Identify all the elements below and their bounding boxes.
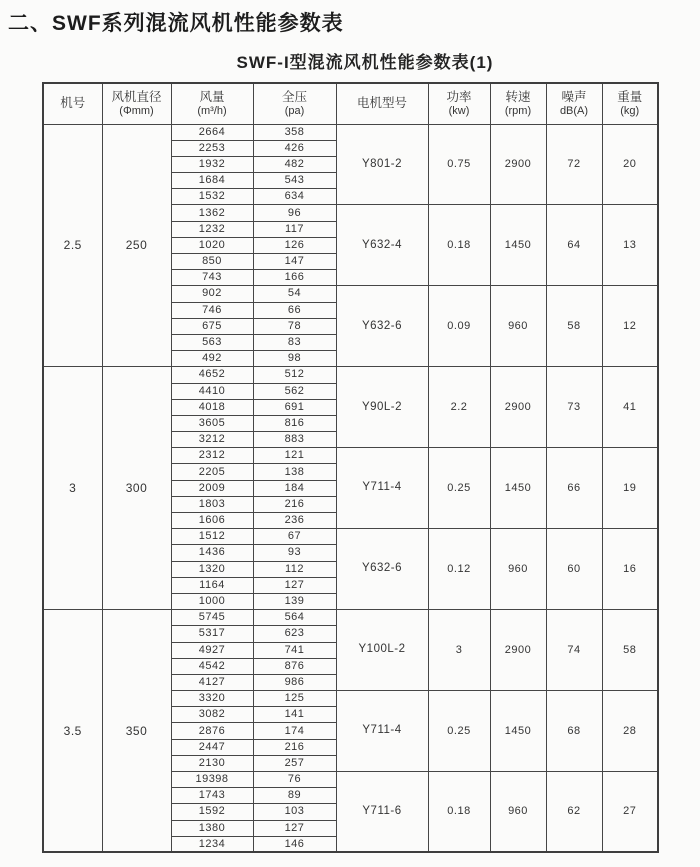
table-title: SWF-I型混流风机性能参数表(1) bbox=[236, 53, 494, 72]
airflow-cell: 1436 bbox=[171, 545, 253, 561]
noise-cell: 62 bbox=[546, 772, 602, 853]
column-header-2 bbox=[171, 83, 253, 124]
pressure-cell: 216 bbox=[253, 739, 336, 755]
pressure-cell: 125 bbox=[253, 691, 336, 707]
noise-cell: 64 bbox=[546, 205, 602, 286]
column-header-5 bbox=[428, 83, 490, 124]
weight-cell: 16 bbox=[602, 529, 658, 610]
column-header-label: 转速 bbox=[505, 89, 531, 104]
weight-cell: 20 bbox=[602, 124, 658, 205]
weight-cell: 27 bbox=[602, 772, 658, 853]
column-header-unit: (kw) bbox=[448, 104, 470, 117]
airflow-cell: 1164 bbox=[171, 577, 253, 593]
airflow-cell: 4652 bbox=[171, 367, 253, 383]
airflow-cell: 2205 bbox=[171, 464, 253, 480]
airflow-cell: 675 bbox=[171, 318, 253, 334]
pressure-cell: 121 bbox=[253, 448, 336, 464]
pressure-cell: 876 bbox=[253, 658, 336, 674]
airflow-cell: 1234 bbox=[171, 836, 253, 852]
weight-cell: 13 bbox=[602, 205, 658, 286]
pressure-cell: 67 bbox=[253, 529, 336, 545]
column-header-label: 机号 bbox=[60, 96, 86, 111]
pressure-cell: 634 bbox=[253, 189, 336, 205]
motor-model-cell: Y711-4 bbox=[336, 448, 428, 529]
pressure-cell: 89 bbox=[253, 788, 336, 804]
airflow-cell: 1320 bbox=[171, 561, 253, 577]
airflow-cell: 19398 bbox=[171, 772, 253, 788]
model-no-cell: 3 bbox=[43, 367, 102, 610]
column-header-label: 风量 bbox=[199, 89, 225, 104]
airflow-cell: 1803 bbox=[171, 496, 253, 512]
airflow-cell: 3082 bbox=[171, 707, 253, 723]
motor-model-cell: Y632-6 bbox=[336, 529, 428, 610]
airflow-cell: 1362 bbox=[171, 205, 253, 221]
speed-cell: 960 bbox=[490, 286, 546, 367]
speed-cell: 1450 bbox=[490, 448, 546, 529]
table-row bbox=[43, 610, 658, 626]
column-header-unit: (Φmm) bbox=[119, 104, 154, 117]
table-header bbox=[43, 83, 658, 124]
pressure-cell: 117 bbox=[253, 221, 336, 237]
airflow-cell: 3212 bbox=[171, 432, 253, 448]
weight-cell: 28 bbox=[602, 691, 658, 772]
airflow-cell: 746 bbox=[171, 302, 253, 318]
pressure-cell: 166 bbox=[253, 270, 336, 286]
motor-model-cell: Y632-6 bbox=[336, 286, 428, 367]
table-body bbox=[43, 124, 658, 852]
speed-cell: 1450 bbox=[490, 691, 546, 772]
pressure-cell: 562 bbox=[253, 383, 336, 399]
pressure-cell: 98 bbox=[253, 351, 336, 367]
pressure-cell: 146 bbox=[253, 836, 336, 852]
motor-model-cell: Y100L-2 bbox=[336, 610, 428, 691]
pressure-cell: 147 bbox=[253, 254, 336, 270]
motor-model-cell: Y711-6 bbox=[336, 772, 428, 853]
power-cell: 0.25 bbox=[428, 448, 490, 529]
pressure-cell: 184 bbox=[253, 480, 336, 496]
airflow-cell: 1684 bbox=[171, 173, 253, 189]
noise-cell: 72 bbox=[546, 124, 602, 205]
airflow-cell: 5317 bbox=[171, 626, 253, 642]
airflow-cell: 2447 bbox=[171, 739, 253, 755]
airflow-cell: 1380 bbox=[171, 820, 253, 836]
pressure-cell: 126 bbox=[253, 237, 336, 253]
column-header-unit: (rpm) bbox=[504, 104, 532, 117]
column-header-unit: (m³/h) bbox=[197, 104, 227, 117]
airflow-cell: 2130 bbox=[171, 755, 253, 771]
column-header-label: 噪声 bbox=[561, 89, 587, 104]
airflow-cell: 850 bbox=[171, 254, 253, 270]
column-header-label: 功率 bbox=[446, 89, 472, 104]
pressure-cell: 257 bbox=[253, 755, 336, 771]
airflow-cell: 5745 bbox=[171, 610, 253, 626]
airflow-cell: 2253 bbox=[171, 140, 253, 156]
weight-cell: 41 bbox=[602, 367, 658, 448]
motor-model-cell: Y90L-2 bbox=[336, 367, 428, 448]
speed-cell: 960 bbox=[490, 772, 546, 853]
weight-cell: 58 bbox=[602, 610, 658, 691]
pressure-cell: 174 bbox=[253, 723, 336, 739]
column-header-unit: dB(A) bbox=[559, 104, 589, 117]
noise-cell: 58 bbox=[546, 286, 602, 367]
airflow-cell: 4542 bbox=[171, 658, 253, 674]
airflow-cell: 4410 bbox=[171, 383, 253, 399]
pressure-cell: 426 bbox=[253, 140, 336, 156]
column-header-8 bbox=[602, 83, 658, 124]
pressure-cell: 66 bbox=[253, 302, 336, 318]
speed-cell: 1450 bbox=[490, 205, 546, 286]
pressure-cell: 139 bbox=[253, 593, 336, 609]
motor-model-cell: Y801-2 bbox=[336, 124, 428, 205]
pressure-cell: 54 bbox=[253, 286, 336, 302]
diameter-cell: 300 bbox=[102, 367, 171, 610]
airflow-cell: 1743 bbox=[171, 788, 253, 804]
airflow-cell: 2312 bbox=[171, 448, 253, 464]
column-header-label: 全压 bbox=[281, 89, 307, 104]
pressure-cell: 564 bbox=[253, 610, 336, 626]
pressure-cell: 138 bbox=[253, 464, 336, 480]
pressure-cell: 236 bbox=[253, 513, 336, 529]
column-header-label: 风机直径 bbox=[111, 89, 162, 104]
table-row bbox=[43, 367, 658, 383]
pressure-cell: 127 bbox=[253, 577, 336, 593]
column-header-3 bbox=[253, 83, 336, 124]
pressure-cell: 543 bbox=[253, 173, 336, 189]
column-header-7 bbox=[546, 83, 602, 124]
airflow-cell: 1532 bbox=[171, 189, 253, 205]
column-header-6 bbox=[490, 83, 546, 124]
pressure-cell: 93 bbox=[253, 545, 336, 561]
airflow-cell: 1232 bbox=[171, 221, 253, 237]
pressure-cell: 127 bbox=[253, 820, 336, 836]
pressure-cell: 78 bbox=[253, 318, 336, 334]
airflow-cell: 1592 bbox=[171, 804, 253, 820]
pressure-cell: 112 bbox=[253, 561, 336, 577]
column-header-label: 电机型号 bbox=[356, 96, 407, 111]
airflow-cell: 1932 bbox=[171, 156, 253, 172]
airflow-cell: 4127 bbox=[171, 674, 253, 690]
airflow-cell: 902 bbox=[171, 286, 253, 302]
speed-cell: 960 bbox=[490, 529, 546, 610]
airflow-cell: 1606 bbox=[171, 513, 253, 529]
airflow-cell: 563 bbox=[171, 334, 253, 350]
power-cell: 0.18 bbox=[428, 772, 490, 853]
header-row bbox=[43, 83, 658, 124]
pressure-cell: 691 bbox=[253, 399, 336, 415]
pressure-cell: 816 bbox=[253, 415, 336, 431]
column-header-unit: (kg) bbox=[620, 104, 640, 117]
pressure-cell: 883 bbox=[253, 432, 336, 448]
power-cell: 0.25 bbox=[428, 691, 490, 772]
airflow-cell: 2664 bbox=[171, 124, 253, 140]
pressure-cell: 623 bbox=[253, 626, 336, 642]
motor-model-cell: Y632-4 bbox=[336, 205, 428, 286]
pressure-cell: 96 bbox=[253, 205, 336, 221]
airflow-cell: 1000 bbox=[171, 593, 253, 609]
diameter-cell: 350 bbox=[102, 610, 171, 853]
weight-cell: 19 bbox=[602, 448, 658, 529]
noise-cell: 74 bbox=[546, 610, 602, 691]
pressure-cell: 216 bbox=[253, 496, 336, 512]
airflow-cell: 1512 bbox=[171, 529, 253, 545]
column-header-0 bbox=[43, 83, 102, 124]
pressure-cell: 83 bbox=[253, 334, 336, 350]
power-cell: 0.18 bbox=[428, 205, 490, 286]
noise-cell: 73 bbox=[546, 367, 602, 448]
fan-performance-table bbox=[42, 82, 659, 853]
noise-cell: 68 bbox=[546, 691, 602, 772]
pressure-cell: 103 bbox=[253, 804, 336, 820]
power-cell: 0.12 bbox=[428, 529, 490, 610]
column-header-1 bbox=[102, 83, 171, 124]
pressure-cell: 741 bbox=[253, 642, 336, 658]
airflow-cell: 4018 bbox=[171, 399, 253, 415]
airflow-cell: 3605 bbox=[171, 415, 253, 431]
airflow-cell: 2009 bbox=[171, 480, 253, 496]
pressure-cell: 358 bbox=[253, 124, 336, 140]
diameter-cell: 250 bbox=[102, 124, 171, 367]
model-no-cell: 3.5 bbox=[43, 610, 102, 853]
power-cell: 3 bbox=[428, 610, 490, 691]
power-cell: 0.75 bbox=[428, 124, 490, 205]
speed-cell: 2900 bbox=[490, 367, 546, 448]
model-no-cell: 2.5 bbox=[43, 124, 102, 367]
column-header-4 bbox=[336, 83, 428, 124]
pressure-cell: 482 bbox=[253, 156, 336, 172]
airflow-cell: 1020 bbox=[171, 237, 253, 253]
airflow-cell: 3320 bbox=[171, 691, 253, 707]
power-cell: 0.09 bbox=[428, 286, 490, 367]
airflow-cell: 492 bbox=[171, 351, 253, 367]
airflow-cell: 4927 bbox=[171, 642, 253, 658]
pressure-cell: 512 bbox=[253, 367, 336, 383]
airflow-cell: 743 bbox=[171, 270, 253, 286]
motor-model-cell: Y711-4 bbox=[336, 691, 428, 772]
pressure-cell: 141 bbox=[253, 707, 336, 723]
speed-cell: 2900 bbox=[490, 610, 546, 691]
noise-cell: 66 bbox=[546, 448, 602, 529]
noise-cell: 60 bbox=[546, 529, 602, 610]
weight-cell: 12 bbox=[602, 286, 658, 367]
power-cell: 2.2 bbox=[428, 367, 490, 448]
pressure-cell: 986 bbox=[253, 674, 336, 690]
airflow-cell: 2876 bbox=[171, 723, 253, 739]
pressure-cell: 76 bbox=[253, 772, 336, 788]
speed-cell: 2900 bbox=[490, 124, 546, 205]
column-header-label: 重量 bbox=[617, 89, 643, 104]
page-title: 二、SWF系列混流风机性能参数表 bbox=[8, 12, 344, 35]
table-row bbox=[43, 124, 658, 140]
column-header-unit: (pa) bbox=[284, 104, 305, 117]
